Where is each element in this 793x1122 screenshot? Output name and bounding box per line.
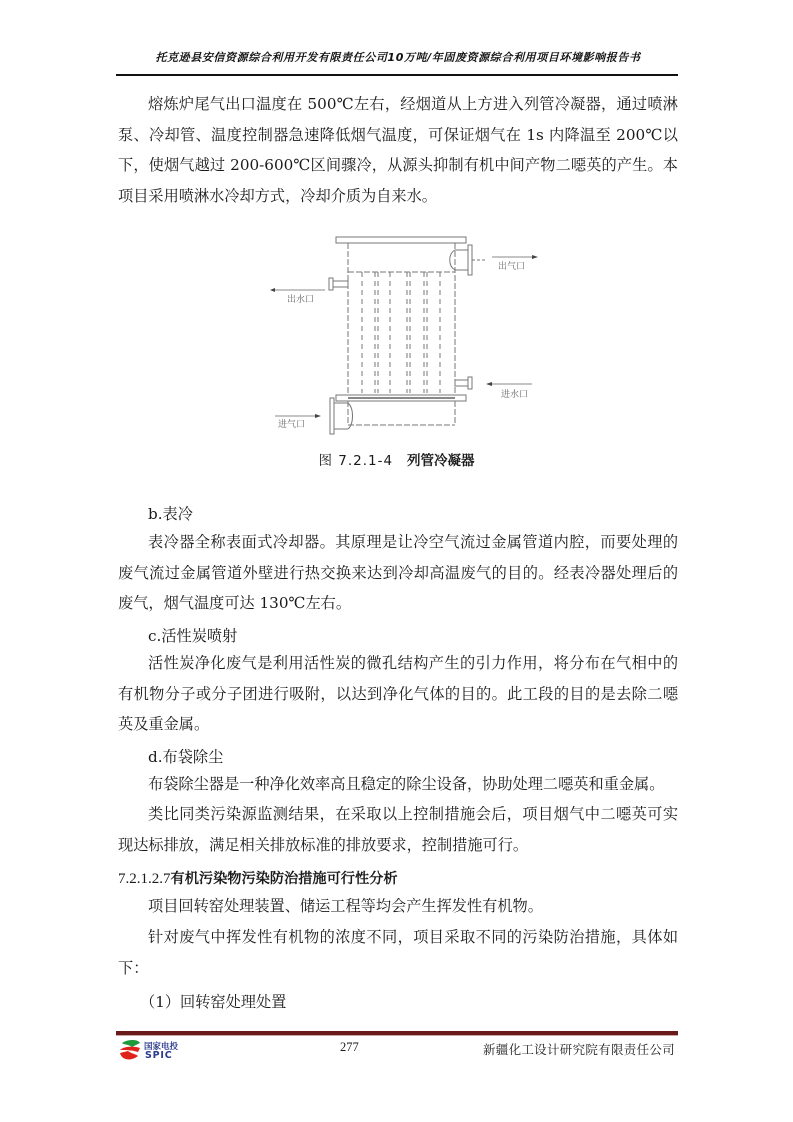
gas-outlet-label: 出气口 [498, 262, 526, 272]
section-7-paragraph-2: 针对废气中挥发性有机物的浓度不同，项目采取不同的污染防治措施，具体如下： [118, 928, 678, 977]
section-title: 有机污染物污染防治措施可行性分析 [170, 871, 398, 887]
figure-caption-number: 图 7.2.1-4 [318, 453, 394, 469]
section-b-title: b.表冷 [148, 505, 193, 523]
gas-inlet-label: 进气口 [278, 420, 306, 430]
section-c-paragraph: 活性炭净化废气是利用活性炭的微孔结构产生的引力作用，将分布在气相中的有机物分子或分子团进行吸附，以达到净化气体的目的。此工段的目的是去除二噁英及重金属。 [118, 654, 678, 733]
figure-caption [0, 449, 793, 469]
section-d-paragraph: 布袋除尘器是一种净化效率高且稳定的除尘设备，协助处理二噁英和重金属。 [148, 775, 665, 793]
water-outlet-label: 出水口 [287, 295, 315, 305]
section-d-title: d.布袋除尘 [148, 748, 224, 766]
figure-caption-title: 列管冷凝器 [407, 453, 475, 469]
intro-paragraph: 熔炼炉尾气出口温度在 500℃左右，经烟道从上方进入列管冷凝器，通过喷淋泵、冷却管、温度控制器急速降低烟气温度，可保证烟气在 1s 内降温至 200℃以下，使烟气越过 200-600℃区间骤冷，从源头抑制有机中间产物二噁英的产生。本项目采用喷淋水冷却方式，冷却介质为自来水。 [118, 95, 678, 205]
header-rule [116, 74, 678, 76]
list-item-1: （1）回转窑处理处置 [140, 993, 287, 1011]
spic-logo [118, 1039, 208, 1063]
top-flange [336, 237, 466, 243]
footer-company: 新疆化工设计研究院有限责任公司 [482, 1042, 675, 1057]
section-7-paragraph-1: 项目回转窑处理装置、储运工程等均会产生挥发性有机物。 [148, 897, 543, 915]
water-inlet-nozzle [455, 377, 472, 389]
footer-rule-accent [116, 1035, 678, 1036]
condenser-diagram [270, 228, 570, 438]
page-number: 277 [340, 1040, 359, 1054]
section-number: 7.2.1.2.7 [118, 871, 171, 887]
water-outlet-nozzle [329, 278, 348, 290]
logo-english-text: SPIC [145, 1050, 173, 1061]
section-heading [118, 868, 398, 888]
water-inlet-label: 进水口 [501, 390, 529, 400]
spic-logo-icon [118, 1039, 142, 1061]
tube-bundle [362, 272, 440, 393]
section-d-conclusion: 类比同类污染源监测结果，在采取以上控制措施会后，项目烟气中二噁英可实现达标排放，满足相关排放标准的排放要求，控制措施可行。 [118, 805, 678, 854]
section-c-title: c.活性炭喷射 [148, 627, 238, 645]
gas-inlet-nozzle [330, 398, 353, 434]
document-header-title: 托克逊县安信资源综合利用开发有限责任公司10万吨/年固废资源综合利用项目环境影响报告书 [155, 51, 641, 64]
section-b-paragraph: 表冷器全称表面式冷却器。其原理是让冷空气流过金属管道内腔，而要处理的废气流过金属管道外壁进行热交换来达到冷却高温废气的目的。经表冷器处理后的废气，烟气温度可达 130℃左右。 [118, 533, 678, 612]
logo-chinese-text: 国家电投 [144, 1042, 179, 1052]
